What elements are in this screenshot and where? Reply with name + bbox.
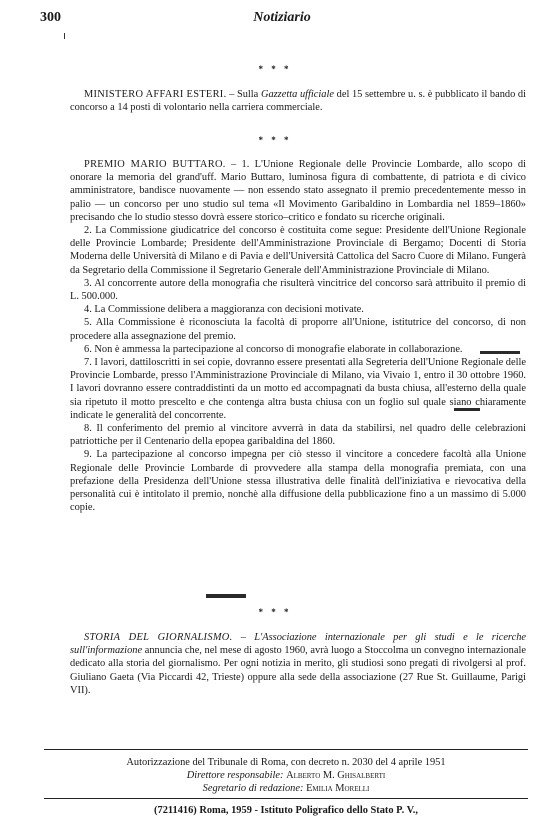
section-ministero: MINISTERO AFFARI ESTERI. – Sulla Gazzetta ufficiale del 15 settembre u. s. è pubblicato il bando di concorso a 14 posti di volontario nella carriera commerciale. bbox=[70, 89, 526, 114]
premio-paragraph-6: 6. Non è ammessa la partecipazione al concorso di monografie elaborate in collaborazione. bbox=[84, 343, 463, 355]
premio-heading: PREMIO MARIO BUTTARO. bbox=[84, 159, 226, 170]
section-separator-3: * * * bbox=[258, 607, 292, 617]
premio-paragraph-4: 4. La Commissione delibera a maggioranza con decisioni motivate. bbox=[84, 304, 364, 316]
page-header bbox=[40, 10, 524, 30]
margin-mark bbox=[64, 33, 65, 39]
ink-smudge bbox=[480, 351, 520, 354]
premio-paragraph-1: – 1. L'Unione Regionale delle Provincie Lombarde, allo scopo di onorare la memoria del grand'uff. Mario Buttaro, luminosa figura di combattente, di patriota e di civico amministratore, bandisce nuovamente — non essendo stato assegnato il premio precedentemente messo in palio — un concorso per uno studio sul tema «Il Movimento Garibaldino in Lombardia nel 1859–1860» precisando che lo studio stesso dovrà essere storico–critico e fondato su ricerche originali. bbox=[70, 159, 526, 223]
section-separator-1: * * * bbox=[258, 64, 292, 74]
printer-imprint: (7211416) Roma, 1959 - Istituto Poligrafico dello Stato P. V., bbox=[154, 805, 418, 816]
premio-paragraph-2: 2. La Commissione giudicatrice del concorso è costituita come segue: Presidente dell'Unione Regionale delle Provincie Lombarde; Presidente dell'Amministrazione Provinciale di Bergamo; Docenti di Storia Moderna delle Università di Milano e di Pavia e dell'Università Cattolica del Sacro Cuore di Milano. Fungerà da Segretario della Commissione il Segretario Generale dell'Amministrazione Provinciale di Milano. bbox=[70, 225, 526, 276]
premio-paragraph-5: 5. Alla Commissione è riconosciuta la facoltà di proporre all'Unione, istitutrice del concorso, di non procedere alla assegnazione del premio. bbox=[70, 317, 526, 342]
running-title: Notiziario bbox=[253, 10, 311, 25]
section-separator-2: * * * bbox=[258, 135, 292, 145]
gazzetta-ufficiale-title: Gazzetta ufficiale bbox=[260, 89, 334, 100]
colophon bbox=[44, 756, 528, 795]
colophon-director: Direttore responsabile: Alberto M. Ghisalberti bbox=[186, 770, 386, 781]
storia-text: annuncia che, nel mese di agosto 1960, avrà luogo a Stoccolma un convegno internazionale dedicato alla storia del giornalismo. Per ogni notizia in merito, gli studiosi sono pregati di rivolgersi al prof. Giuliano Gaeta (Via Piccardi 42, Trieste) oppure alla sede della associazione (27 Rue St. Guillaume, Parigi VII). bbox=[70, 645, 526, 696]
premio-paragraph-8: 8. Il conferimento del premio al vincitore avverrà in data da stabilirsi, nel quadro delle celebrazioni patriottiche per il Centenario della epopea garibaldina del 1860. bbox=[70, 423, 526, 448]
ink-smudge bbox=[454, 408, 480, 411]
ink-smudge bbox=[206, 594, 246, 598]
premio-paragraph-3: 3. Al concorrente autore della monografia che risulterà vincitrice del concorso sarà attribuito il premio di L. 500.000. bbox=[70, 277, 526, 303]
footer-rule-bottom bbox=[44, 798, 528, 799]
page-number: 300 bbox=[40, 10, 61, 25]
footer-rule-top bbox=[44, 749, 528, 750]
colophon-secretary: Segretario di redazione: Emilia Morelli bbox=[202, 783, 370, 794]
premio-paragraph-9: 9. La partecipazione al concorso impegna per ciò stesso il vincitore a concedere facoltà alla Unione Regionale delle Provincie Lombarde di provvedere alla stampa della monografia premiata, con una prefazione della Presidenza dell'Unione stessa illustrativa delle finalità dell'iniziativa e rievocativa della personalità cui è intitolato il premio, nonchè alla diffusione della pubblicazione fino a un massimo di 5.000 copie. bbox=[70, 449, 526, 514]
colophon-authorization: Autorizzazione del Tribunale di Roma, con decreto n. 2030 del 4 aprile 1951 bbox=[126, 757, 446, 768]
storia-heading: STORIA DEL GIORNALISMO. bbox=[84, 632, 233, 643]
storia-intro: – L'Associazione internazionale per gli studi e le ricerche sull'informazione bbox=[70, 632, 527, 657]
ministero-heading: MINISTERO AFFARI ESTERI. bbox=[84, 89, 227, 100]
premio-paragraph-7: 7. I lavori, dattiloscritti in sei copie, dovranno essere presentati alla Segreteria dell'Unione Regionale delle Provincie Lombarde, presso l'Amministrazione Provinciale di Milano, via Vivaio 1, entro il 30 ottobre 1960. I lavori dovranno essere contraddistinti da un motto ed accompagnati da busta chiusa, all'esterno della quale sia ripetuto il motto prescelto e che contenga altra busta chiusa con un foglio sul quale siano chiaramente indicate le generalità del concorrente. bbox=[70, 357, 526, 421]
section-storia-giornalismo bbox=[70, 631, 526, 697]
section-premio-buttaro bbox=[70, 158, 526, 514]
